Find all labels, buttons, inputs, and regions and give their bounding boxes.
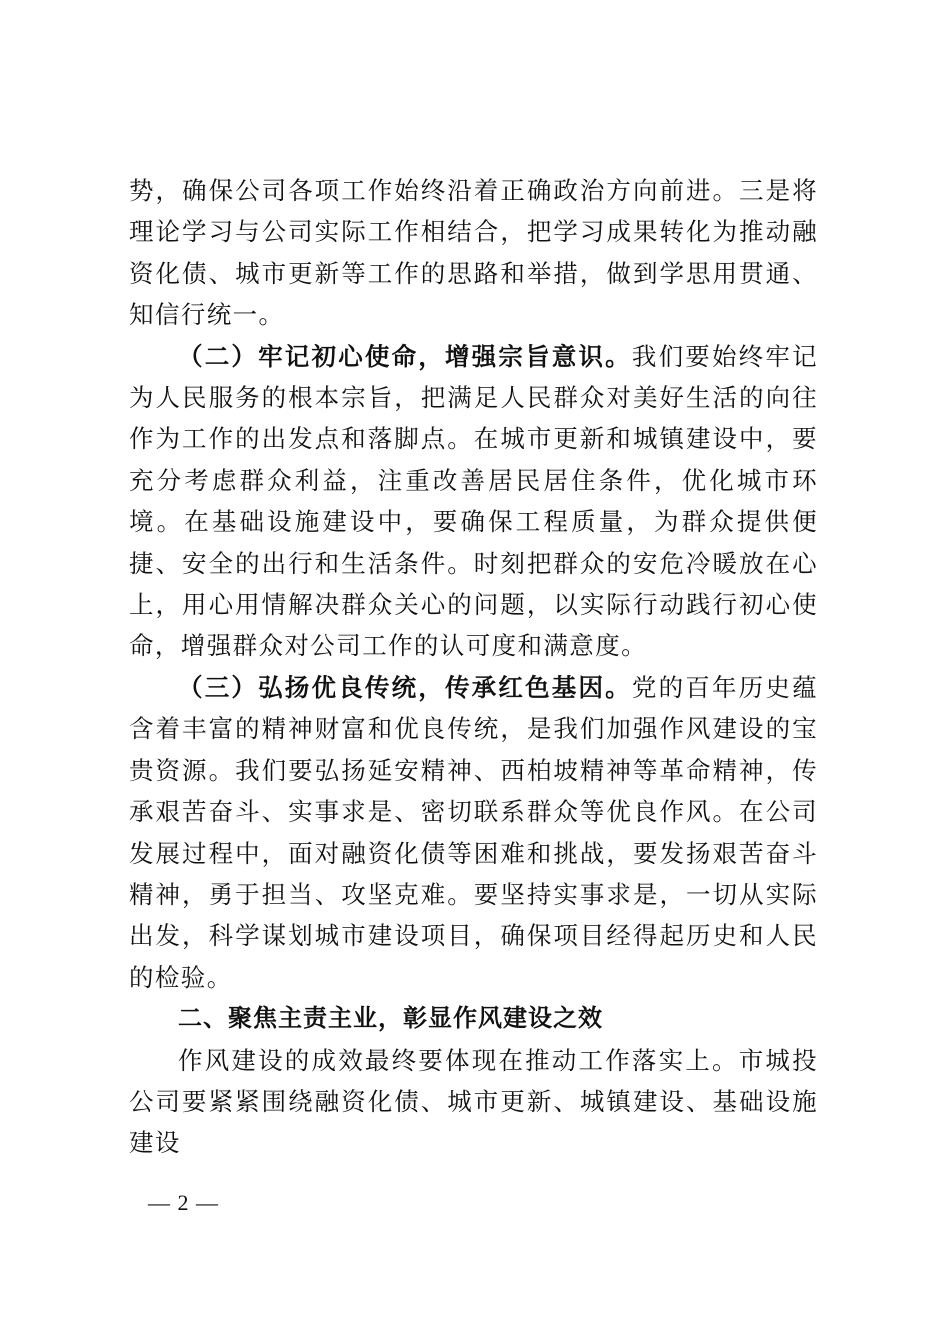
- paragraph-body-3: 党的百年历史蕴含着丰富的精神财富和优良传统，是我们加强作风建设的宝贵资源。我们要弘扬延安精神、西柏坡精神等革命精神，传承艰苦奋斗、实事求是、密切联系群众等优良作风。在公司发展过程中，面对融资化债等困难和挑战，要发扬艰苦奋斗精神，勇于担当、攻坚克难。要坚持实事求是，一切从实际出发，科学谋划城市建设项目，确保项目经得起历史和人民的检验。: [129, 672, 818, 992]
- document-body: [129, 170, 818, 1164]
- subsection-title-2: （二）牢记初心使命，增强宗旨意识。: [178, 341, 632, 371]
- paragraph-body-2: 我们要始终牢记为人民服务的根本宗旨，把满足人民群众对美好生活的向往作为工作的出发点和落脚点。在城市更新和城镇建设中，要充分考虑群众利益，注重改善居民居住条件，优化城市环境。在基础设施建设中，要确保工程质量，为群众提供便捷、安全的出行和生活条件。时刻把群众的安危冷暖放在心上，用心用情解决群众关心的问题，以实际行动践行初心使命，增强群众对公司工作的认可度和满意度。: [129, 341, 818, 661]
- paragraph-intro: 作风建设的成效最终要体现在推动工作落实上。市城投公司要紧紧围绕融资化债、城市更新、城镇建设、基础设施建设: [129, 1045, 818, 1158]
- section-heading: 二、聚焦主责主业，彰显作风建设之效: [178, 1004, 603, 1033]
- paragraph-continuation: 势，确保公司各项工作始终沿着正确政治方向前进。三是将理论学习与公司实际工作相结合，把学习成果转化为推动融资化债、城市更新等工作的思路和举措，做到学思用贯通、知信行统一。: [129, 176, 818, 330]
- paragraph-section-3: [129, 667, 818, 998]
- page-number: — 2 —: [148, 1190, 219, 1215]
- subsection-title-3: （三）弘扬优良传统，传承红色基因。: [178, 672, 632, 702]
- paragraph-section-2: [129, 336, 818, 667]
